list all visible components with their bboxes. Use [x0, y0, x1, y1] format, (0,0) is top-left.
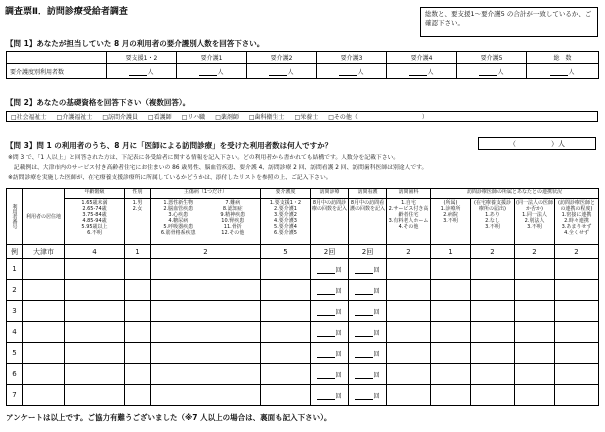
blank-line: [355, 309, 373, 316]
example-sex: 1: [125, 245, 151, 259]
table-cell-input[interactable]: [261, 259, 311, 280]
table-cell-input[interactable]: [65, 280, 125, 301]
table-cell-input[interactable]: [431, 280, 471, 301]
nurse-count-input[interactable]: [349, 301, 387, 322]
q1-corner-cell: [7, 52, 107, 64]
q3-note-3: ※訪問診療を実施した医師が、在宅療養支援診療所に所属しているかどうかは、添付したリストを参照の上、ご記入下さい。: [8, 175, 332, 181]
table-cell-input[interactable]: [65, 364, 125, 385]
q1-input-yoshien[interactable]: 人: [107, 64, 177, 79]
times-unit: 回: [335, 371, 342, 379]
q1-input-total[interactable]: 人: [527, 64, 599, 79]
times-unit: 回: [373, 350, 380, 358]
table-row: [7, 385, 599, 406]
blank-line: [355, 267, 373, 274]
example-visit: 2回: [311, 245, 349, 259]
q1-header-total: 総 数: [527, 52, 599, 64]
table-cell-input[interactable]: [151, 301, 261, 322]
table-cell-input[interactable]: [387, 364, 431, 385]
table-cell-input[interactable]: [515, 364, 555, 385]
table-cell-input[interactable]: [387, 385, 431, 406]
document-title: 調査票Ⅱ．訪問診療受給者調査: [5, 7, 128, 17]
table-cell-input[interactable]: [261, 385, 311, 406]
qual-care-worker-checkbox[interactable]: □介護福祉士: [56, 114, 93, 121]
table-cell-input[interactable]: [125, 343, 151, 364]
times-unit: 回: [373, 287, 380, 295]
qual-dietitian-checkbox[interactable]: □栄養士: [294, 114, 319, 121]
row-number: 4: [7, 322, 23, 343]
example-cooperation: 2: [555, 245, 599, 259]
table-cell-input[interactable]: [555, 364, 599, 385]
table-cell-input[interactable]: [151, 322, 261, 343]
table-cell-input[interactable]: [125, 364, 151, 385]
table-cell-input[interactable]: [151, 343, 261, 364]
q3-note-2: 記載例は、大津市内のサービス付き高齢者住宅にお住まいの 86 歳男性、脳血管疾患、要介護 4、訪問診療 2 回、訪問看護 2 回、訪問歯科医師は別途人です。: [8, 165, 428, 171]
table-cell-input[interactable]: [555, 301, 599, 322]
times-unit: 回: [373, 392, 380, 400]
table-row: [7, 259, 599, 280]
col-header-physician-group: 訪問診療医師の所属とあなたとの連携状況: [431, 189, 599, 199]
row-number: 7: [7, 385, 23, 406]
table-cell-input[interactable]: [23, 322, 65, 343]
qual-dental-hygienist-checkbox[interactable]: □歯科衛生士: [248, 114, 285, 121]
table-cell-input[interactable]: [555, 259, 599, 280]
times-unit: 回: [335, 329, 342, 337]
nurse-count-input[interactable]: [349, 364, 387, 385]
visit-count-input[interactable]: [311, 280, 349, 301]
q1-input-kaigo4[interactable]: 人: [387, 64, 457, 79]
blank-line: [317, 393, 335, 400]
example-residence: 大津市: [23, 245, 65, 259]
qual-nurse-checkbox[interactable]: □看護師: [148, 114, 172, 121]
table-cell-input[interactable]: [151, 259, 261, 280]
table-cell-input[interactable]: [261, 322, 311, 343]
recipient-table: [6, 188, 599, 406]
table-cell-input[interactable]: [387, 322, 431, 343]
qual-other-close: ）: [421, 114, 428, 121]
col-header-age: 年齢階級: [65, 189, 125, 199]
blank-line: [355, 330, 373, 337]
table-cell-input[interactable]: [431, 301, 471, 322]
q1-input-kaigo1[interactable]: 人: [177, 64, 247, 79]
visit-count-input[interactable]: [311, 343, 349, 364]
table-cell-input[interactable]: [387, 301, 431, 322]
closing-message: アンケートは以上です。ご協力有難うございました（※7 人以上の場合は、裏面も記入下さい）。: [6, 413, 332, 422]
table-cell-input[interactable]: [431, 385, 471, 406]
table-cell-input[interactable]: [471, 322, 515, 343]
example-dentist: 2: [387, 245, 431, 259]
q1-header-kaigo3: 要介護3: [317, 52, 387, 64]
blank-line: [317, 330, 335, 337]
row-number: 6: [7, 364, 23, 385]
same-corporation-options: (同一法人の医師か否か) 1.同一法人 2.別法人 3.不明: [515, 199, 555, 245]
table-cell-input[interactable]: [515, 322, 555, 343]
visit-options: 8月中の訪問診療の回数を記入: [311, 199, 349, 245]
table-cell-input[interactable]: [151, 364, 261, 385]
q1-input-kaigo5[interactable]: 人: [457, 64, 527, 79]
times-unit: 回: [373, 371, 380, 379]
visit-count-input[interactable]: [311, 259, 349, 280]
table-cell-input[interactable]: [431, 322, 471, 343]
example-affiliation: 1: [431, 245, 471, 259]
blank-line: [355, 351, 373, 358]
question-3-title: 【問 3】問 1 の利用者のうち、8 月に「医師による訪問診療」を受けた利用者数は何人ですか？: [6, 141, 333, 150]
table-cell-input[interactable]: [23, 280, 65, 301]
table-cell-input[interactable]: [23, 385, 65, 406]
disease-options: 1.悪性新生物 2.脳血管疾患 3.心疾患 4.糖尿病 5.呼吸器疾患 6.筋骨格系疾患 7.難病 8.認知症 9.精神疾患 10.腎疾患 11.骨折 12.その他: [151, 199, 261, 245]
example-nurse: 2回: [349, 245, 387, 259]
qual-social-worker-checkbox[interactable]: □社会福祉士: [11, 114, 47, 121]
example-number: 例: [7, 245, 23, 259]
blank-line: [317, 351, 335, 358]
table-cell-input[interactable]: [471, 364, 515, 385]
qual-home-helper-checkbox[interactable]: □訪問介護員: [102, 114, 139, 121]
nurse-count-input[interactable]: [349, 280, 387, 301]
q1-header-kaigo2: 要介護2: [247, 52, 317, 64]
sex-options: 1.男 2.女: [125, 199, 151, 245]
q3-answer-box[interactable]: （ ）人: [478, 137, 596, 150]
nurse-count-input[interactable]: [349, 322, 387, 343]
col-header-residence: 利用者の居住地: [23, 189, 65, 245]
table-cell-input[interactable]: [125, 280, 151, 301]
blank-line: [355, 372, 373, 379]
question-1-title: 【問 1】あなたが担当していた 8 月の利用者の要介護別人数を回答下さい。: [6, 39, 265, 48]
nurse-count-input[interactable]: [349, 259, 387, 280]
q1-table: [6, 51, 599, 79]
table-cell-input[interactable]: [125, 259, 151, 280]
table-cell-input[interactable]: [431, 343, 471, 364]
table-cell-input[interactable]: [23, 343, 65, 364]
blank-line: [317, 288, 335, 295]
table-cell-input[interactable]: [65, 343, 125, 364]
table-cell-input[interactable]: [23, 364, 65, 385]
table-cell-input[interactable]: [261, 280, 311, 301]
blank-line: [355, 393, 373, 400]
table-row: [7, 364, 599, 385]
q1-header-yoshien: 要支援1・2: [107, 52, 177, 64]
visit-count-input[interactable]: [311, 385, 349, 406]
table-row: [7, 343, 599, 364]
col-header-dentist: 訪問歯科: [387, 189, 431, 199]
table-cell-input[interactable]: [515, 259, 555, 280]
table-row: [7, 322, 599, 343]
dentist-options: 1.自宅 2.サービス付き高齢者住宅 3.有料老人ホーム 4.その他: [387, 199, 431, 245]
table-row: [7, 280, 599, 301]
table-cell-input[interactable]: [65, 301, 125, 322]
blank-line: [317, 309, 335, 316]
times-unit: 回: [335, 392, 342, 400]
qual-other-checkbox[interactable]: □その他（: [328, 114, 358, 121]
times-unit: 回: [373, 329, 380, 337]
blank-line: [317, 267, 335, 274]
table-cell-input[interactable]: [555, 322, 599, 343]
q1-row-label: 要介護度別利用者数: [7, 64, 107, 79]
example-age: 4: [65, 245, 125, 259]
nurse-options: 8月中の訪問看護の回数を記入: [349, 199, 387, 245]
table-cell-input[interactable]: [387, 343, 431, 364]
col-header-visit: 訪問診療: [311, 189, 349, 199]
table-cell-input[interactable]: [471, 280, 515, 301]
col-header-care: 要介護度: [261, 189, 311, 199]
table-cell-input[interactable]: [471, 385, 515, 406]
table-cell-input[interactable]: [471, 301, 515, 322]
q3-note-1: ※問 3 で、「1 人以上」と回答された方は、下記表に各受給者に関する情報を記入下さい。どの利用者から書かれても結構です。人数分を記載下さい。: [8, 155, 400, 161]
table-cell-input[interactable]: [261, 364, 311, 385]
q1-header-kaigo1: 要介護1: [177, 52, 247, 64]
row-number: 1: [7, 259, 23, 280]
table-cell-input[interactable]: [151, 280, 261, 301]
table-cell-input[interactable]: [23, 301, 65, 322]
example-care: 5: [261, 245, 311, 259]
times-unit: 回: [335, 350, 342, 358]
table-cell-input[interactable]: [387, 259, 431, 280]
q1-header-kaigo5: 要介護5: [457, 52, 527, 64]
physician-affiliation-options: (所属) 1.診療所 2.病院 3.不明: [431, 199, 471, 245]
blank-line: [317, 372, 335, 379]
qual-rehab-checkbox[interactable]: □リハ職: [181, 114, 206, 121]
table-cell-input[interactable]: [555, 280, 599, 301]
times-unit: 回: [373, 308, 380, 316]
times-unit: 回: [335, 287, 342, 295]
age-options: 1.65歳未満 2.65-74歳 3.75-84歳 4.85-94歳 5.95歳以上 6.不明: [65, 199, 125, 245]
table-cell-input[interactable]: [65, 385, 125, 406]
table-cell-input[interactable]: [387, 280, 431, 301]
table-cell-input[interactable]: [65, 322, 125, 343]
home-care-clinic-options: (在宅療養支援診療所の届出) 1.あり 2.なし 3.不明: [471, 199, 515, 245]
times-unit: 回: [335, 266, 342, 274]
table-cell-input[interactable]: [431, 259, 471, 280]
q1-input-kaigo2[interactable]: 人: [247, 64, 317, 79]
table-row-example: [7, 245, 599, 259]
table-cell-input[interactable]: [515, 301, 555, 322]
table-cell-input[interactable]: [65, 259, 125, 280]
nurse-count-input[interactable]: [349, 343, 387, 364]
example-home-care-clinic: 2: [471, 245, 515, 259]
example-disease: 2: [151, 245, 261, 259]
visit-count-input[interactable]: [311, 364, 349, 385]
table-cell-input[interactable]: [471, 259, 515, 280]
times-unit: 回: [373, 266, 380, 274]
table-cell-input[interactable]: [125, 385, 151, 406]
q1-header-kaigo4: 要介護4: [387, 52, 457, 64]
table-cell-input[interactable]: [515, 343, 555, 364]
cooperation-options: (訪問診療医師との連携の程度) 1.密接に連携 2.時々連携 3.あまりせず 4.全くせず: [555, 199, 599, 245]
table-cell-input[interactable]: [23, 259, 65, 280]
visit-count-input[interactable]: [311, 301, 349, 322]
visit-count-input[interactable]: [311, 322, 349, 343]
note-box: 総数と、要支援1～要介護5 の合計が一致しているか、ご確認下さい。: [420, 7, 598, 37]
table-row: [7, 301, 599, 322]
row-number: 2: [7, 280, 23, 301]
table-cell-input[interactable]: [261, 301, 311, 322]
care-options: 1.要支援1・2 2.要介護1 3.要介護2 4.要介護3 5.要介護4 6.要介護5: [261, 199, 311, 245]
table-cell-input[interactable]: [555, 385, 599, 406]
col-header-nurse: 訪問看護: [349, 189, 387, 199]
table-cell-input[interactable]: [515, 280, 555, 301]
table-cell-input[interactable]: [125, 322, 151, 343]
col-header-sex: 性別: [125, 189, 151, 199]
table-cell-input[interactable]: [471, 343, 515, 364]
table-cell-input[interactable]: [515, 385, 555, 406]
blank-line: [355, 288, 373, 295]
table-cell-input[interactable]: [151, 385, 261, 406]
row-number: 5: [7, 343, 23, 364]
times-unit: 回: [335, 308, 342, 316]
col-header-disease: 主傷病（1つだけ）: [151, 189, 261, 199]
row-number: 3: [7, 301, 23, 322]
table-cell-input[interactable]: [261, 343, 311, 364]
qual-pharmacist-checkbox[interactable]: □薬剤師: [215, 114, 239, 121]
table-cell-input[interactable]: [555, 343, 599, 364]
example-same-corp: 2: [515, 245, 555, 259]
col-header-number: 利用者番号: [7, 189, 23, 245]
q2-qualification-options: [6, 111, 598, 122]
nurse-count-input[interactable]: [349, 385, 387, 406]
table-cell-input[interactable]: [431, 364, 471, 385]
table-cell-input[interactable]: [125, 301, 151, 322]
q3-notes: [8, 153, 598, 183]
question-2-title: 【問 2】あなたの基礎資格を回答下さい（複数回答）。: [6, 98, 191, 107]
q1-input-kaigo3[interactable]: 人: [317, 64, 387, 79]
